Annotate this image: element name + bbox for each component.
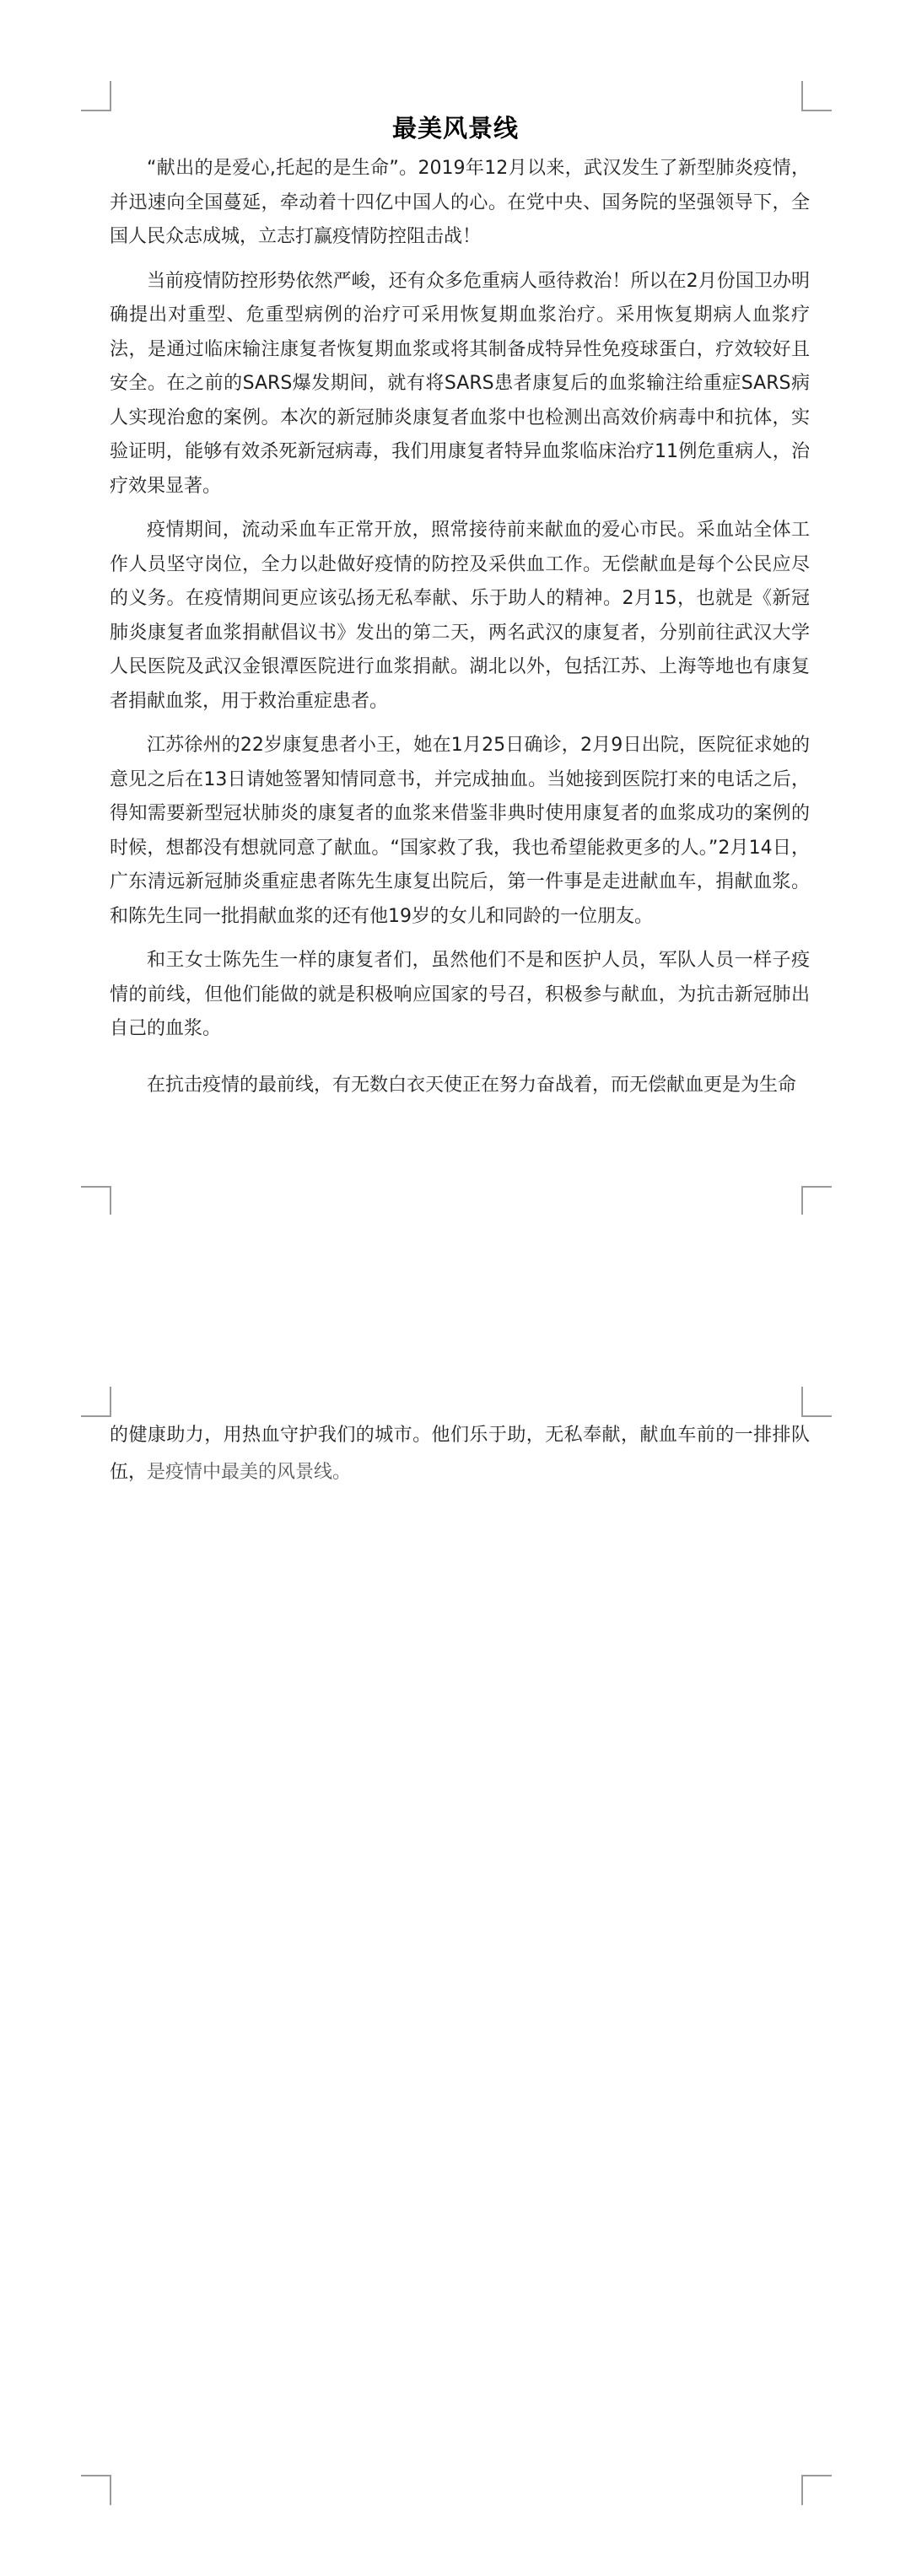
crop-mark-top-left (81, 81, 111, 111)
paragraph-5: 和王女士陈先生一样的康复者们，虽然他们不是和医护人员，军队人员一样子疫情的前线，但他们能做的就是积极响应国家的号召，积极参与献血，为抗击新冠肺出自己的血浆。 (110, 950, 810, 1039)
paragraph-4: 江苏徐州的22岁康复患者小王，她在1月25日确诊，2月9日出院，医院征求她的意见之后在13日请她签署知情同意书，并完成抽血。当她接到医院打来的电话之后，得知需要新型冠状肺炎的康复者的血浆来借鉴非典时使用康复者的血浆成功的案例的时候，想都没有想就同意了献血。“国家救了我，我也希望能救更多的人。”2月14日，广东清远新冠肺炎重症患者陈先生康复出院后，第一件事是走进献血车，捐献血浆。和陈先生同一批捐献血浆的还有他19岁的女儿和同龄的一位朋友。 (110, 735, 810, 927)
crop-mark-bottom-right (801, 2475, 832, 2505)
crop-mark-bottom-right (801, 1186, 832, 1216)
continued-text: 的健康助力，用热血守护我们的城市。他们乐于助，无私奉献，献血车前的一排排队伍， (110, 1425, 810, 1483)
crop-mark-top-right (801, 1387, 832, 1417)
page-gap (0, 1215, 911, 1387)
document-page-1 (0, 0, 911, 1215)
crop-mark-top-left (81, 1387, 111, 1417)
document-body (110, 152, 810, 1107)
paragraph-6: 在抗击疫情的最前线，有无数白衣天使正在努力奋战着，而无偿献血更是为生命 (147, 1074, 797, 1096)
paragraph-2: 当前疫情防控形势依然严峻，还有众多危重病人亟待救治！所以在2月份国卫办明确提出对重型、危重型病例的治疗可采用恢复期血浆治疗。采用恢复期病人血浆疗法，是通过临床输注康复者恢复期血浆或将其制备成特异性免疫球蛋白，疗效较好且安全。在之前的SARS爆发期间，就有将SARS患者康复后的血浆输注给重症SARS病人实现治愈的案例。本次的新冠肺炎康复者血浆中也检测出高效价病毒中和抗体，实验证明，能够有效杀死新冠病毒，我们用康复者特异血浆临床治疗11例危重病人，治疗效果显著。 (110, 270, 810, 497)
continued-paragraph (110, 1417, 810, 1491)
paragraph-3: 疫情期间，流动采血车正常开放，照常接待前来献血的爱心市民。采血站全体工作人员坚守岗位，全力以赴做好疫情的防控及采供血工作。无偿献血是每个公民应尽的义务。在疫情期间更应该弘扬无私奉献、乐于助人的精神。2月15，也就是《新冠肺炎康复者血浆捐献倡议书》发出的第二天，两名武汉的康复者，分别前往武汉大学人民医院及武汉金银潭医院进行血浆捐献。湖北以外，包括江苏、上海等地也有康复者捐献血浆，用于救治重症患者。 (110, 520, 810, 712)
document-page-2 (0, 1387, 911, 2576)
document-title: 最美风景线 (391, 114, 519, 143)
continued-text-end: 是疫情中最美的风景线。 (147, 1462, 352, 1483)
crop-mark-bottom-left (81, 2475, 111, 2505)
crop-mark-bottom-left (81, 1186, 111, 1216)
paragraph-1: “献出的是爱心,托起的是生命”。2019年12月以来，武汉发生了新型肺炎疫情，并迅速向全国蔓延，牵动着十四亿中国人的心。在党中央、国务院的坚强领导下，全国人民众志成城，立志打赢疫情防控阻击战！ (110, 158, 810, 247)
crop-mark-top-right (801, 81, 832, 111)
